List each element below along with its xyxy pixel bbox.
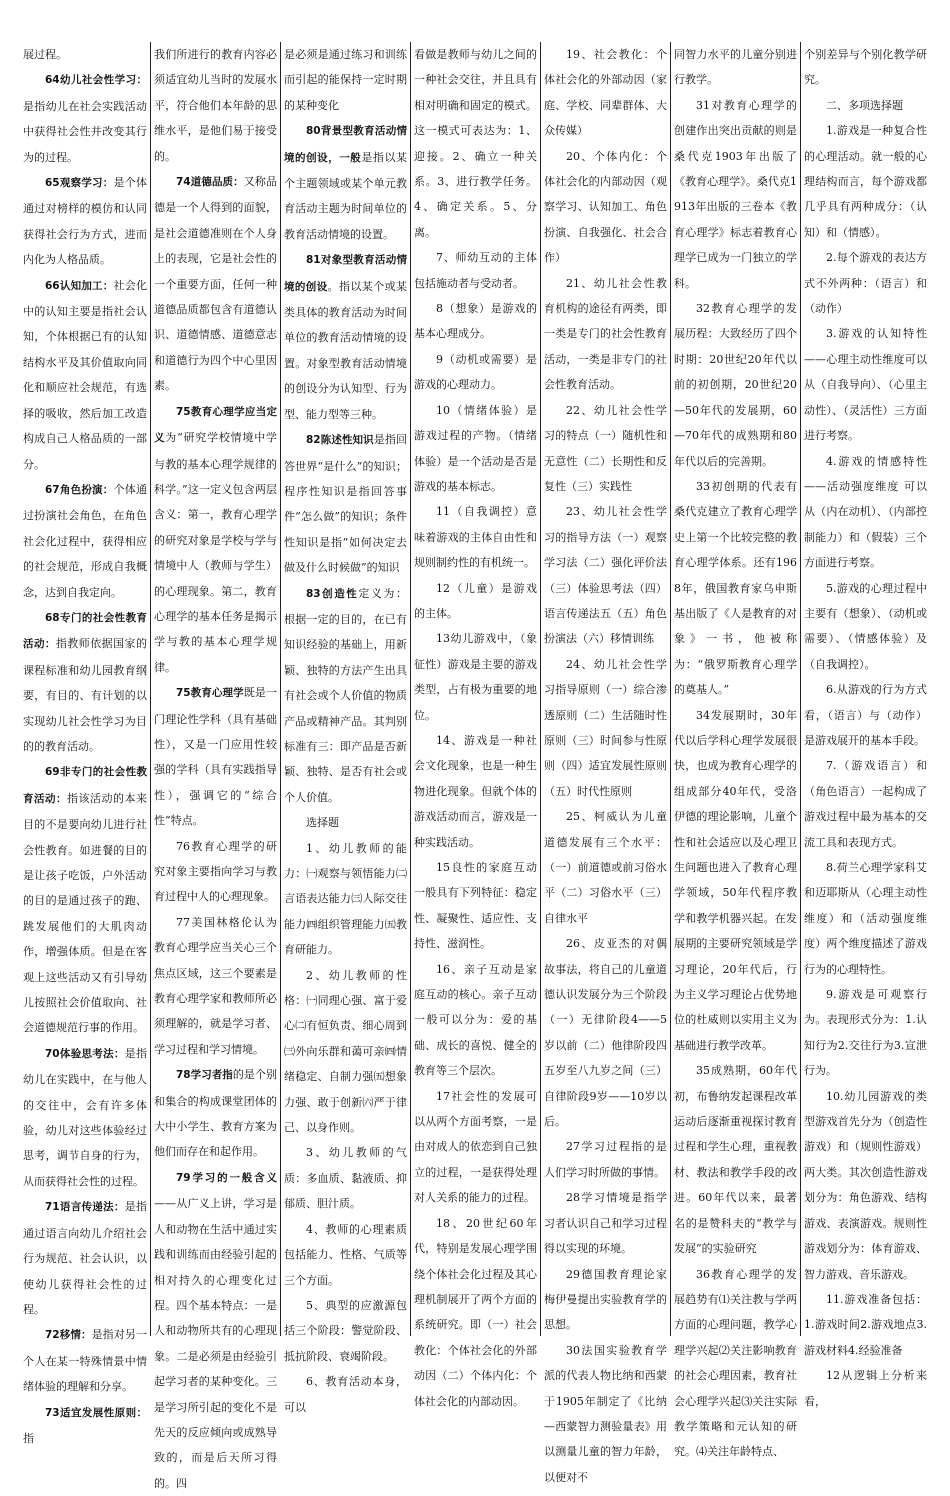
paragraph-text: 26、皮亚杰的对偶故事法，将自己的儿童道德认识发展分为三个阶段（一）无律阶段4——5岁以前（二）他律阶段四五岁至八九岁之间（三）自律阶段9岁——10岁以后。 — [544, 937, 667, 1129]
paragraph — [674, 703, 797, 1059]
term-heading: 66认知加工： — [45, 279, 114, 292]
paragraph-text: 24、幼儿社会性学习指导原则（一）综合渗透原则（二）生活随时性原则（三）时间参与性原则（四）适宜发展性原则（五）时代性原则 — [544, 657, 667, 798]
paragraph — [674, 474, 797, 703]
paragraph-text: 7、师幼互动的主体包括施动者与受动者。 — [414, 251, 537, 290]
paragraph — [804, 576, 927, 678]
paragraph — [284, 810, 407, 835]
paragraph-text: 22、幼儿社会性学习的特点（一）随机性和无意性（二）长期性和反复性（三）实践性 — [544, 403, 667, 493]
term-heading: 74道德品质： — [176, 176, 244, 189]
paragraph — [804, 753, 927, 855]
paragraph-text: 29德国教育理论家梅伊曼提出实验教育学的思想。 — [544, 1267, 667, 1332]
paragraph — [23, 759, 147, 1040]
paragraph — [804, 1084, 927, 1287]
paragraph — [23, 67, 147, 170]
text-column-5 — [540, 42, 670, 1484]
paragraph-text: 4.游戏的情感特性——活动强度维度 可以从（内在动机）、（内部控制能力）和（假装）三个方面进行考察。 — [804, 454, 927, 570]
paragraph — [284, 963, 407, 1141]
paragraph-text: 10.幼儿园游戏的类型游戏首先分为（创造性游戏）和（规则性游戏）两大类。其次创造性游戏划分为：角色游戏、结构游戏、表演游戏。规则性游戏划分为：体育游戏、智力游戏、音乐游戏。 — [804, 1089, 927, 1281]
term-heading: 68专门的社会性教育活动： — [23, 611, 147, 651]
term-heading: 67角色扮演： — [45, 483, 114, 496]
term-heading: 73适宜发展性原则： — [45, 1406, 147, 1419]
paragraph-text: 指教师依据国家的课程标准和幼儿园教育纲要，有目的、有计划的以实现幼儿社会性学习为目的的教育活动。 — [23, 637, 148, 753]
paragraph — [804, 42, 927, 93]
paragraph — [544, 1185, 667, 1261]
paragraph — [414, 728, 537, 855]
paragraph — [804, 93, 927, 118]
paragraph — [284, 581, 407, 811]
paragraph — [23, 170, 147, 273]
paragraph-text: 76教育心理学的研究对象主要指向学习与教育过程中人的心理现象。 — [154, 839, 277, 904]
paragraph — [544, 144, 667, 271]
paragraph — [544, 271, 667, 398]
paragraph — [154, 680, 277, 833]
paragraph-text: 15良性的家庭互动一般具有下列特征：稳定性、凝聚性、适应性、支持性、滋润性。 — [414, 861, 537, 951]
paragraph — [23, 42, 147, 67]
paragraph-text: 是指回答世界“是什么”的知识；程序性知识是指回答事件“怎么做”的知识；条件性知识是指“如何决定去做及什么时候做”的知识 — [284, 433, 407, 575]
paragraph — [23, 1322, 147, 1399]
paragraph — [23, 1194, 147, 1322]
paragraph-text: 2、幼儿教师的性格：㈠同理心强、富于爱心㈡有恒负责、细心周到㈢外向乐群和蔼可亲㈣情绪稳定、自制力强㈤想象力强、敢于创新㈥严于律己、以身作则。 — [284, 968, 407, 1135]
paragraph — [674, 1058, 797, 1261]
text-column-2 — [150, 42, 280, 1490]
paragraph-text: 是指对另一个人在某一特殊情景中情绪体验的理解和分享。 — [23, 1328, 147, 1394]
paragraph — [414, 245, 537, 296]
paragraph-text: 7.（游戏语言）和（角色语言）一起构成了游戏过程中最为基本的交流工具和表现方式。 — [804, 759, 927, 849]
paragraph-text: 既是一门理论性学科（具有基础性），又是一门应用性较强的学科（具有实践指导性），强调它的“综合性”特点。 — [154, 686, 277, 828]
paragraph — [154, 169, 277, 399]
paragraph — [804, 321, 927, 448]
paragraph-text: 选择题 — [306, 816, 339, 830]
paragraph — [154, 834, 277, 910]
paragraph-text: 2.每个游戏的表达方式不外两种：（语言）和（动作） — [804, 251, 927, 316]
paragraph-text: 3、幼儿教师的气质：多血质、黏液质、抑郁质、胆汁质。 — [284, 1146, 407, 1211]
paragraph — [674, 296, 797, 474]
paragraph — [284, 1293, 407, 1369]
paragraph-text: 27学习过程指的是人们学习时所做的事情。 — [544, 1140, 667, 1179]
paragraph-text: 10（情绪体验）是游戏过程的产物。（情绪体验）是一个活动是否是游戏的基本标志。 — [414, 403, 537, 493]
paragraph — [284, 247, 407, 427]
paragraph — [154, 42, 277, 169]
paragraph — [544, 652, 667, 804]
paragraph — [804, 677, 927, 753]
term-heading: 79学习的一般含义 — [176, 1171, 277, 1184]
paragraph-text: 9.游戏是可观察行为。表现形式分为：1.认知行为2.交往行为3.宣泄行为。 — [804, 988, 927, 1078]
term-heading: 64幼儿社会性学习： — [45, 74, 147, 87]
document-page — [20, 42, 932, 1490]
paragraph — [804, 449, 927, 576]
paragraph-text: 19、社会教化：个体社会化的外部动因（家庭、学校、同辈群体、大众传媒） — [544, 48, 667, 138]
paragraph-text: 34发展期时，30年代以后学科心理学发展很快，也成为教育心理学的组成部分40年代，受洛伊德的理论影响，儿童个性和社会适应以及心理卫生问题也进入了教育心理学领域，50年代程序教学和教学机器兴起。在发展期的主要研究领域是学习理论，20年代后，行为主义学习理论占优势地位的杜威则以实用主义为基础进行教学改革。 — [674, 708, 797, 1052]
paragraph-text: 个体通过扮演社会角色，在角色社会化过程中，获得相应的社会规范，形成自我概念，达到自我定向。 — [23, 482, 147, 599]
term-heading: 75教育心理学应当定义 — [154, 405, 277, 445]
paragraph — [674, 42, 797, 93]
paragraph — [154, 910, 277, 1062]
paragraph-text: 28学习情境是指学习者认识自己和学习过程得以实现的环境。 — [544, 1191, 667, 1256]
paragraph — [23, 605, 147, 759]
paragraph-text: 25、柯威认为儿童道德发展有三个水平：（一）前道德或前习俗水平（二）习俗水平（三）自律水平 — [544, 810, 667, 925]
paragraph — [804, 1363, 927, 1414]
paragraph — [284, 42, 407, 118]
paragraph-text: 6、教育活动本身，可以 — [284, 1375, 407, 1414]
term-heading: 70体验思考法： — [45, 1047, 125, 1060]
paragraph-text: 21、幼儿社会性教育机构的途径有两类，即一类是专门的社会性教育活动，一类是非专门的社会性教育活动。 — [544, 276, 667, 392]
paragraph — [544, 1134, 667, 1185]
term-heading: 69非专门的社会性教育活动： — [23, 766, 147, 805]
paragraph-text: 是指幼儿在社会实践活动中获得社会性并改变其行为的过程。 — [23, 99, 147, 164]
paragraph-text: 14、游戏是一种社会文化现象，也是一种生物进化现象。但就个体的游戏活动而言，游戏是一种实践活动。 — [414, 733, 537, 849]
paragraph-text: 的是个别和集合的构成课堂团体的大中小学生、教育方案为他们而存在和起作用。 — [154, 1068, 277, 1159]
paragraph-text: 是指幼儿在实践中，在与他人的交往中，会有许多体验，幼儿对这些体验经过思考，调节自身的行为，从而获得社会性的过程。 — [23, 1046, 147, 1188]
paragraph-text: 5.游戏的心理过程中主要有（想象）、（动机或需要）、（情感体验）及（自我调控）。 — [804, 581, 927, 671]
paragraph-text: 是个体通过对榜样的模仿和认同获得社会行为方式，进而内化为人格品质。 — [23, 176, 147, 267]
paragraph-text: 展过程。 — [23, 48, 67, 61]
term-heading: 75教育心理学 — [176, 687, 244, 700]
paragraph — [674, 1262, 797, 1465]
paragraph-text: 6.从游戏的行为方式看，（语言）与（动作）是游戏展开的基本手段。 — [804, 683, 927, 747]
paragraph-text: 12（儿童）是游戏的主体。 — [414, 581, 537, 620]
paragraph-text: 个别差异与个别化教学研究。 — [804, 48, 927, 87]
paragraph-text: 77美国林格伦认为教育心理学应当关心三个焦点区域，这三个要素是教育心理学家和教师所必须理解的，就是学习者、学习过程和学习情境。 — [154, 915, 277, 1056]
paragraph — [544, 499, 667, 651]
paragraph — [284, 118, 407, 247]
paragraph — [804, 982, 927, 1084]
paragraph — [414, 855, 537, 957]
paragraph — [544, 804, 667, 931]
paragraph — [544, 398, 667, 500]
paragraph — [544, 1262, 667, 1338]
paragraph — [414, 398, 537, 500]
paragraph-text: 1、幼儿教师的能力：㈠观察与领悟能力㈡言语表达能力㈢人际交往能力㈣组织管理能力㈤教育研能力。 — [284, 841, 407, 957]
term-heading: 65观察学习： — [45, 177, 114, 190]
text-column-1 — [20, 42, 150, 1445]
term-heading: 71语言传递法： — [45, 1201, 125, 1214]
paragraph — [414, 499, 537, 575]
paragraph-text: 指该活动的本来目的不是要向幼儿进行社会性教育。如进餐的目的是让孩子吃饭，户外活动的目的是通过孩子的跑、跳发展他们的大肌肉动作，增强体质。但是在客观上这些活动又有引导幼儿按照社会价值取向、社会道德规范行事的作用。 — [23, 791, 147, 1035]
paragraph-text: 11.游戏准备包括：1.游戏时间2.游戏地点3.游戏材料4.经验准备 — [804, 1292, 927, 1357]
paragraph-text: 32教育心理学的发展历程：大致经历了四个时期：20世纪20年代以前的初创期，20世纪20—50年代的发展期，60—70年代的成熟期和80年代以后的完善期。 — [674, 302, 797, 468]
paragraph-text: 18、20世纪60年代，特别是发展心理学围绕个体社会化过程及其心理机制展开了两个方面的系统研究。即（一）社会教化：个体社会化的外部动因（二）个体内化：个体社会化的内部动因。 — [414, 1216, 537, 1408]
paragraph — [414, 347, 537, 398]
term-heading: 81对象型教育活动情境的创设 — [284, 254, 407, 293]
term-heading: 78学习者指 — [176, 1069, 233, 1082]
paragraph — [154, 399, 277, 680]
paragraph — [544, 931, 667, 1134]
text-column-6 — [670, 42, 800, 1459]
paragraph-text: 定义为：根据一定的目的，在已有知识经验的基础上，用新颖、独特的方法产生出具有社会或个人价值的物质产品或精神产品。其判别标准有三：即产品是否新颖、独特、是否有社会或个人价值。 — [284, 586, 407, 804]
paragraph-text: 12从逻辑上分析来看， — [804, 1369, 927, 1408]
paragraph — [414, 1084, 537, 1211]
paragraph-text: 指 — [23, 1431, 34, 1445]
paragraph-text: 16、亲子互动是家庭互动的核心。亲子互动一般可以分为：爱的基础、成长的喜悦、健全的教育等三个层次。 — [414, 962, 537, 1078]
paragraph — [544, 1338, 667, 1490]
term-heading: 83创造性 — [306, 587, 359, 600]
paragraph — [23, 273, 147, 477]
paragraph — [414, 576, 537, 627]
paragraph — [284, 1369, 407, 1420]
paragraph-text: 3.游戏的认知特性——心理主动性维度可以从（自我导向）、（心里主动性）、（灵活性）三方面进行考察。 — [804, 327, 927, 443]
paragraph-text: 我们所进行的教育内容必须适宜幼儿当时的发展水平，符合他们本年龄的思维水平，是他们易于接受的。 — [154, 48, 277, 163]
paragraph — [23, 477, 147, 605]
term-heading: 82陈述性知识 — [306, 434, 374, 447]
paragraph-text: 17社会性的发展可以从两个方面考察，一是由对成人的依恋到自己独立的过程，一是获得处理对人关系的能力的过程。 — [414, 1089, 537, 1205]
paragraph-text: 9（动机或需要）是游戏的心理动力。 — [414, 352, 537, 392]
paragraph-text: 23、幼儿社会性学习的指导方法（一）观察学习法（二）强化评价法（三）体验思考法（四）语言传递法五（五）角色扮演法（六）移情训练 — [544, 505, 667, 646]
paragraph-text: 20、个体内化：个体社会化的内部动因（观察学习、认知加工、角色扮演、自我强化、社会合作） — [544, 149, 667, 265]
term-heading: 72移情： — [45, 1329, 92, 1342]
paragraph — [154, 1165, 277, 1496]
paragraph-text: 8（想象）是游戏的基本心理成分。 — [414, 302, 537, 341]
paragraph-text: 11（自我调控）意味着游戏的主体自由性和规则制约性的有机统一。 — [414, 505, 537, 570]
paragraph-text: 13幼儿游戏中，（象征性）游戏是主要的游戏类型，占有极为重要的地位。 — [414, 632, 537, 722]
paragraph-text: 是指以某个主题领域或某个单元教育活动主题为时间单位的教育活动情境的设置。 — [284, 150, 408, 241]
paragraph-text: 社会化中的认知主要是指社会认知，个体根据已有的认知结构水平及其价值取向同化和顺应社会规范，有选择的吸收，然后加工改造构成自己人格品质的一部分。 — [23, 278, 147, 471]
paragraph — [414, 42, 537, 245]
term-heading: 80背景型教育活动情境的创设，一般 — [284, 125, 407, 164]
text-column-4 — [410, 42, 540, 1408]
paragraph-text: 又称品德是一个人得到的面貌，是社会道德准则在个人身上的表现，它是社会性的一个重要方面，任何一种道德品质都包含有道德认识、道德情感、道德意志和道德行为四个中心里因素。 — [154, 175, 277, 393]
paragraph — [414, 957, 537, 1084]
paragraph-text: 5、典型的应激源包括三个阶段：警觉阶段、抵抗阶段、衰竭阶段。 — [284, 1298, 407, 1363]
paragraph — [414, 626, 537, 728]
paragraph-text: 是指通过语言向幼儿介绍社会行为规范、社会认识，以使幼儿获得社会性的过程。 — [23, 1200, 147, 1316]
paragraph — [414, 296, 537, 347]
paragraph — [154, 1062, 277, 1165]
paragraph-text: 。指以某个或某类具体的教育活动为时间单位的教育活动情境的设置。对象型教育活动情境的创设分为认知型、行为型、能力型等三种。 — [284, 279, 408, 421]
paragraph-text: 8.荷兰心理学家科艾和迈耶斯从（心理主动性维度）和（活动强度维度）两个维度描述了游戏行为的心理特性。 — [804, 861, 927, 976]
paragraph — [804, 855, 927, 982]
paragraph-text: 同智力水平的儿童分别进行教学。 — [674, 48, 797, 87]
paragraph — [284, 427, 407, 580]
paragraph-text: 35成熟期，60年代初，布鲁纳发起课程改革运动后逐渐重视探讨教育过程和学生心理，重视教材、教法和教学手段的改进。60年代以来，最著名的是赞科夫的“教学与发展”的实验研究 — [674, 1064, 797, 1256]
paragraph — [804, 118, 927, 245]
paragraph — [804, 245, 927, 321]
paragraph-text: 是必须是通过练习和训练而引起的能保持一定时期的某种变化 — [284, 48, 407, 112]
paragraph — [284, 1140, 407, 1216]
paragraph-text: ——从广义上讲，学习是人和动物在生活中通过实践和训练而由经验引起的相对持久的心理变化过程。四个基本特点：一是人和动物所共有的心理现象。二是必须是由经验引起学习者的某种变化。三是学习所引起的变化不是先天的反应倾向或成熟导致的，而是后天所习得的。四 — [154, 1197, 277, 1490]
text-column-7 — [800, 42, 930, 1408]
paragraph — [414, 1211, 537, 1414]
paragraph — [284, 836, 407, 963]
paragraph-text: 33初创期的代表有桑代克建立了教育心理学史上第一个比较完整的教育心理学体系。还有1968年，俄国教育家乌申斯基出版了《人是教育的对象》一书，他被称为：“俄罗斯教育心理学的奠基人。” — [674, 479, 797, 697]
paragraph-text: 1.游戏是一种复合性的心理活动。就一般的心理结构而言，每个游戏都几乎具有两种成分：（认知）和（情感）。 — [804, 124, 927, 239]
paragraph — [23, 1400, 147, 1452]
paragraph — [23, 1041, 147, 1194]
paragraph-text: 36教育心理学的发展趋势有⑴关注教与学两方面的心理问题，教学心理学兴起⑵关注影响教育的社会心理因素，教育社会心理学兴起⑶关注实际教学策略和元认知的研究。⑷关注年龄特点、 — [674, 1267, 797, 1459]
paragraph — [674, 93, 797, 296]
paragraph-text: 为“研究学校情境中学与教的基本心理学规律的科学。”这一定义包含两层含义：第一，教育心理学的研究对象是学校与学与情境中人（教师与学生）的心理现象。第二，教育心理学的基本任务是揭示学与教的基本心理学规律。 — [154, 431, 278, 674]
paragraph-text: 30法国实验教育学派的代表人物比纳和西蒙于1905年制定了《比纳—西蒙智力测验量表》用以测量儿童的智力年龄，以便对不 — [544, 1343, 667, 1484]
paragraph-text: 4、教师的心理素质包括能力、性格、气质等三个方面。 — [284, 1222, 407, 1287]
paragraph — [544, 42, 667, 144]
paragraph — [284, 1217, 407, 1293]
paragraph-text: 二、多项选择题 — [826, 98, 903, 112]
text-column-3 — [280, 42, 410, 1414]
paragraph — [804, 1287, 927, 1363]
paragraph-text: 31对教育心理学的创建作出突出贡献的则是桑代克1903年出版了《教育心理学》。桑代克1913年出版的三卷本《教育心理学》标志着教育心理学已成为一门独立的学科。 — [674, 98, 797, 290]
paragraph-text: 看做是教师与幼儿之间的一种社会交往，并且具有相对明确和固定的模式。这一模式可表达为：1、迎接。2、确立一种关系。3、进行教学任务。4、确定关系。5、分离。 — [414, 48, 537, 239]
